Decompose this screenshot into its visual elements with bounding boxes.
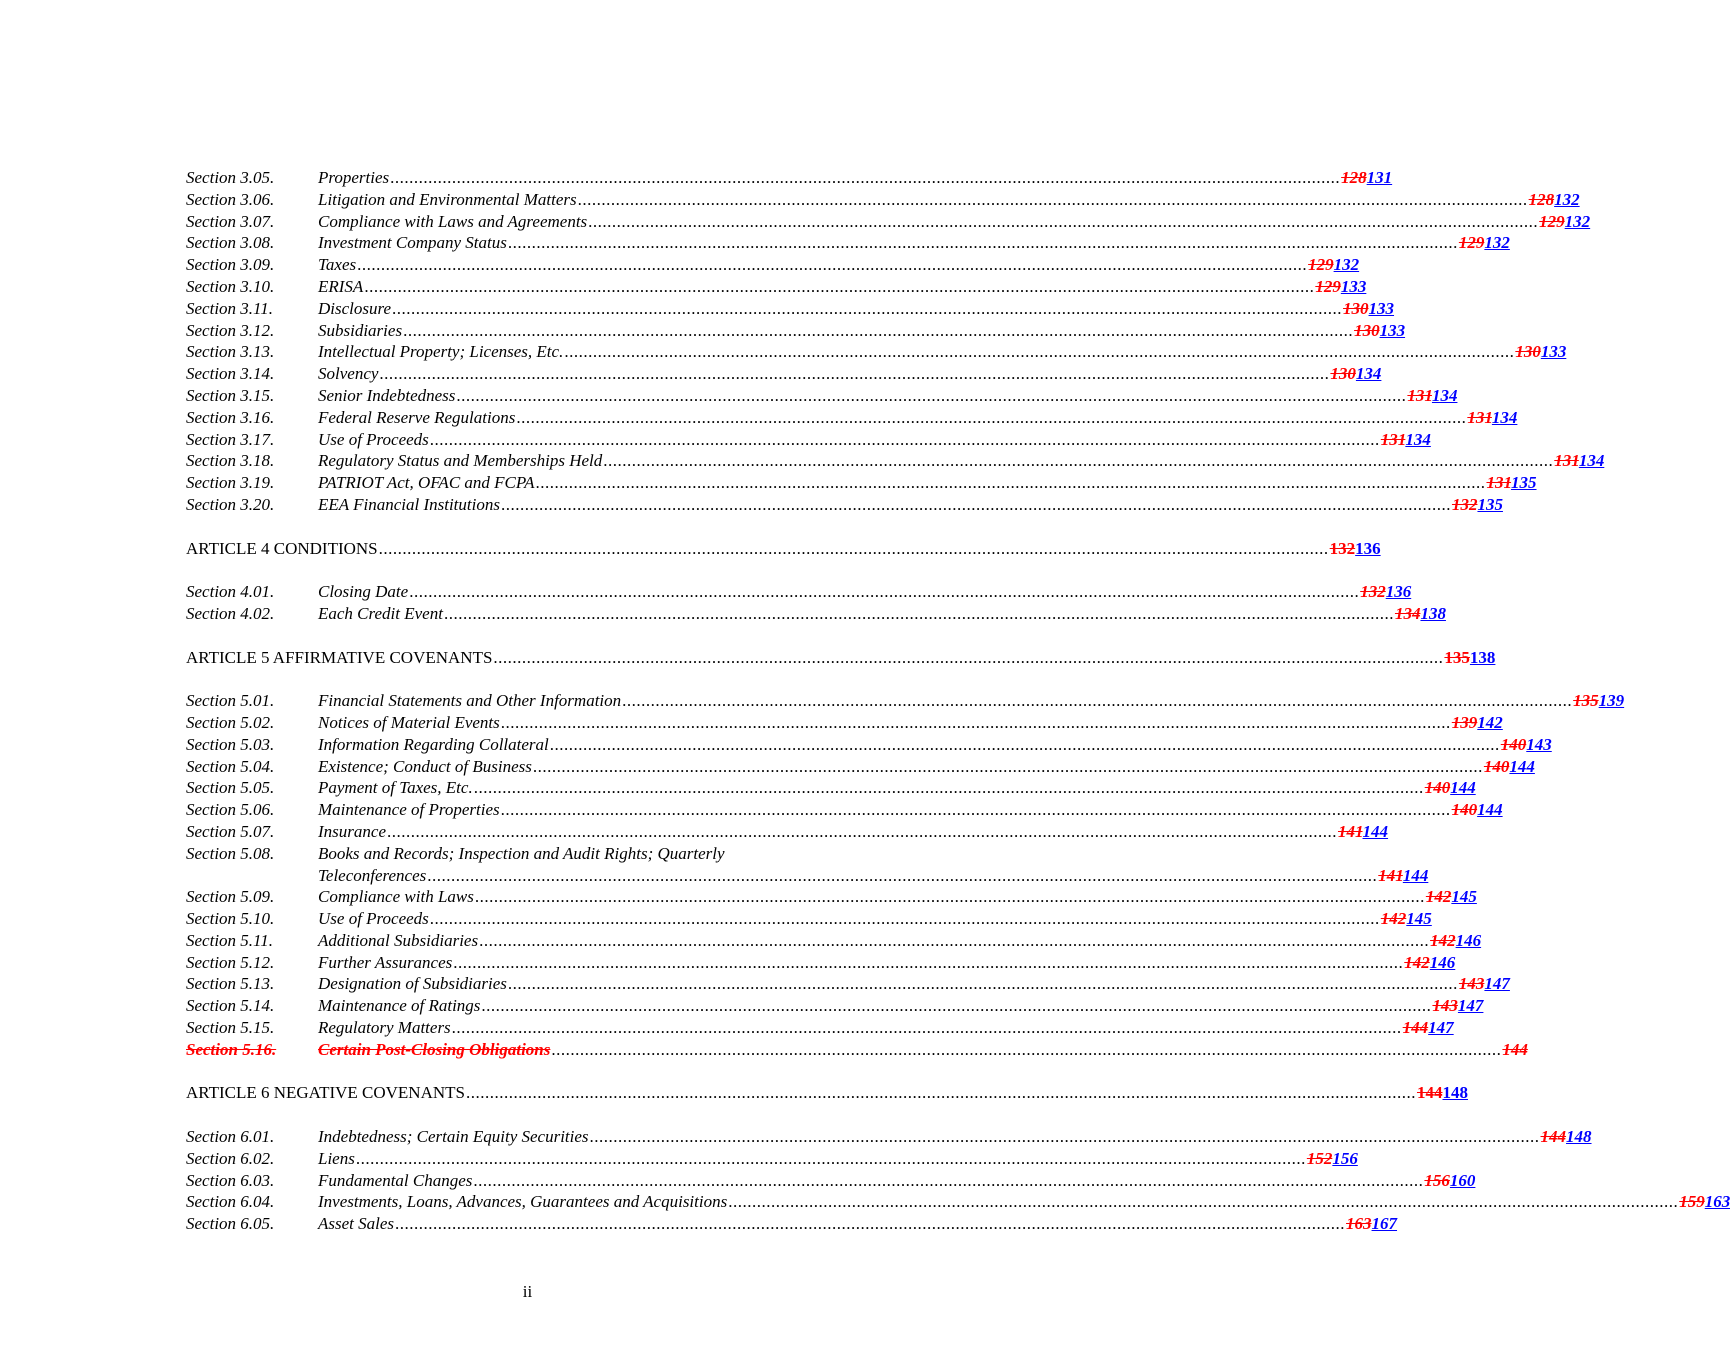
page-numbers [1515, 341, 1566, 363]
section-title: ERISA [318, 276, 364, 296]
new-page-link[interactable]: 133 [1368, 298, 1395, 318]
dot-leader [728, 1191, 1678, 1213]
section-title-continued [318, 865, 1428, 887]
toc-entry[interactable] [186, 189, 1580, 211]
section-title: Regulatory Matters [318, 1018, 451, 1038]
page-numbers [1452, 494, 1503, 516]
page-numbers [1426, 886, 1477, 908]
page-numbers [1541, 1126, 1592, 1148]
toc-entry[interactable] [186, 843, 1429, 887]
section-number: Section 3.17. [186, 429, 275, 449]
section-title: Regulatory Status and Memberships Held [318, 451, 603, 471]
dot-leader [430, 429, 1380, 451]
page-numbers [1444, 647, 1495, 669]
new-page-link[interactable]: 133 [1379, 320, 1406, 340]
section-number: Section 5.15. [186, 1018, 275, 1038]
old-page-number: 144 [1540, 1127, 1567, 1147]
section-number: Section 5.02. [186, 712, 275, 732]
new-page-link[interactable]: 135 [1511, 473, 1537, 493]
old-page-number: 131 [1486, 473, 1512, 493]
dot-leader [603, 450, 1553, 472]
old-page-number: 132 [1360, 582, 1386, 602]
section-number: Section 5.05. [186, 778, 275, 798]
old-page-number: 141 [1337, 821, 1363, 841]
toc-entry[interactable] [186, 1170, 1476, 1192]
old-page-number: 129 [1308, 255, 1334, 275]
old-page-number: 159 [1679, 1192, 1705, 1212]
new-page-link[interactable]: 134 [1491, 407, 1518, 427]
section-title: Litigation and Environmental Matters [318, 189, 577, 209]
page-numbers [1307, 1148, 1358, 1170]
new-page-link[interactable]: 134 [1405, 429, 1431, 449]
old-page-number: 142 [1430, 930, 1456, 950]
old-page-number: 144 [1402, 1018, 1429, 1038]
section-number: Section 6.05. [186, 1214, 275, 1234]
dot-leader [622, 690, 1572, 712]
old-page-number: 140 [1500, 734, 1527, 754]
section-number: Section 3.05. [186, 168, 275, 187]
section-title: Maintenance of Ratings [318, 996, 481, 1016]
new-page-link[interactable]: 138 [1420, 603, 1446, 623]
new-page-link[interactable]: 144 [1450, 778, 1476, 798]
toc-entry[interactable] [186, 734, 1552, 756]
old-page-number: 129 [1315, 276, 1341, 296]
section-title: Information Regarding Collateral [318, 734, 549, 754]
old-page-number: 132 [1329, 538, 1356, 558]
dot-leader [508, 973, 1458, 995]
page-numbers [1308, 254, 1359, 276]
page-numbers [1573, 690, 1624, 712]
section-title: Further Assurances [318, 952, 453, 972]
old-page-number: 143 [1458, 974, 1485, 994]
toc-entry[interactable] [186, 777, 1476, 799]
toc-entry[interactable] [186, 995, 1484, 1017]
section-number: Section 3.11. [186, 298, 274, 318]
toc-entry[interactable] [186, 494, 1503, 516]
dot-leader [392, 298, 1342, 320]
new-page-link[interactable]: 148 [1566, 1127, 1592, 1147]
new-page-link[interactable]: 144 [1402, 865, 1429, 885]
new-page-link[interactable]: 142 [1477, 712, 1503, 732]
new-page-link[interactable]: 167 [1371, 1214, 1398, 1234]
dot-leader [501, 712, 1451, 734]
section-title: Solvency [318, 364, 379, 384]
dot-leader [473, 1170, 1423, 1192]
section-number: Section 3.15. [186, 385, 275, 405]
old-page-number: 143 [1432, 996, 1458, 1016]
section-title: Existence; Conduct of Business [318, 756, 532, 776]
toc-entry[interactable] [186, 886, 1477, 908]
toc-entry[interactable] [186, 363, 1382, 385]
page-numbers [1404, 952, 1455, 974]
new-page-link[interactable]: 134 [1431, 385, 1458, 405]
dot-leader [356, 1148, 1306, 1170]
page-numbers [1554, 450, 1604, 472]
old-page-number: 129 [1539, 211, 1565, 231]
dot-leader [466, 1082, 1416, 1104]
old-page-number: 131 [1407, 385, 1432, 405]
page-numbers [1417, 1082, 1468, 1104]
page-numbers [1407, 385, 1457, 407]
dot-leader [479, 930, 1429, 952]
new-page-link[interactable]: 146 [1455, 930, 1482, 950]
page-numbers [1484, 756, 1535, 778]
section-number: Section 3.20. [186, 494, 275, 514]
old-page-number: 142 [1404, 952, 1430, 972]
toc-entry[interactable] [186, 908, 1432, 930]
toc-entry[interactable] [186, 341, 1567, 363]
dot-leader [551, 1039, 1501, 1061]
page-numbers [1315, 276, 1366, 298]
old-page-number: 144 [1502, 1039, 1528, 1059]
page-numbers [1330, 538, 1381, 560]
section-title: Subsidiaries [318, 320, 403, 340]
old-page-number: 134 [1394, 603, 1421, 623]
toc-entry[interactable] [186, 690, 1625, 712]
page-numbers [1432, 995, 1483, 1017]
page-numbers [1330, 363, 1381, 385]
toc-entry[interactable] [186, 298, 1395, 320]
dot-leader [444, 603, 1394, 625]
section-title: Insurance [318, 821, 386, 841]
section-number: Section 6.03. [186, 1170, 275, 1190]
toc-entry[interactable] [186, 407, 1518, 429]
section-title: Each Credit Event [318, 603, 443, 623]
toc-entry[interactable] [186, 429, 1431, 451]
old-page-number: 135 [1573, 691, 1599, 711]
dot-leader [364, 276, 1314, 298]
new-page-link[interactable]: 144 [1477, 800, 1503, 820]
section-number: Section 6.01. [186, 1127, 275, 1147]
section-number: Section 3.06. [186, 189, 275, 209]
page-numbers [1381, 908, 1432, 930]
new-page-link[interactable]: 147 [1428, 1018, 1454, 1038]
new-page-link[interactable]: 136 [1355, 538, 1381, 558]
toc-entry[interactable] [186, 952, 1456, 974]
section-number: Section 5.03. [186, 734, 275, 754]
new-page-link[interactable]: 144 [1509, 756, 1535, 776]
page-numbers [1529, 189, 1580, 211]
section-number: Section 3.08. [186, 233, 275, 253]
section-number: Section 5.01. [186, 691, 275, 711]
dot-leader [590, 1126, 1540, 1148]
page-numbers [1381, 429, 1431, 451]
page-numbers [1424, 1170, 1475, 1192]
dot-leader [588, 211, 1538, 233]
old-page-number: 128 [1528, 189, 1555, 209]
new-page-link[interactable]: 144 [1362, 821, 1389, 841]
page-numbers [1452, 712, 1503, 734]
toc-entry-deleted[interactable] [186, 1039, 1528, 1061]
section-title: Maintenance of Properties [318, 800, 500, 820]
page-numbers [1403, 1017, 1454, 1039]
new-page-link[interactable]: 133 [1340, 276, 1367, 296]
section-title: Indebtedness; Certain Equity Securities [318, 1127, 589, 1147]
section-number: Section 3.07. [186, 211, 275, 231]
toc-entry[interactable] [186, 211, 1591, 233]
page-numbers [1354, 320, 1405, 342]
section-title: Investment Company Status [318, 233, 507, 253]
page-numbers [1341, 167, 1392, 189]
dot-leader [456, 385, 1406, 407]
section-number: Section 5.12. [186, 952, 275, 972]
section-title: Certain Post-Closing Obligations [318, 1039, 551, 1059]
dot-leader [427, 865, 1377, 887]
old-page-number: 156 [1424, 1170, 1450, 1190]
section-title: Properties [318, 168, 390, 187]
old-page-number: 135 [1444, 647, 1470, 667]
section-number: Section 3.18. [186, 451, 275, 471]
old-page-number: 140 [1483, 756, 1510, 776]
section-number: Section 5.04. [186, 756, 275, 776]
new-page-link[interactable]: 135 [1477, 494, 1503, 514]
section-title: EEA Financial Institutions [318, 494, 500, 514]
section-number: Section 3.19. [186, 473, 275, 493]
dot-leader [508, 232, 1458, 254]
dot-leader [578, 189, 1528, 211]
old-page-number: 130 [1343, 298, 1369, 318]
old-page-number: 130 [1515, 342, 1541, 362]
new-page-link[interactable]: 133 [1540, 342, 1567, 362]
toc-entry[interactable] [186, 276, 1367, 298]
new-page-link[interactable]: 132 [1333, 255, 1360, 275]
new-page-link[interactable]: 131 [1366, 168, 1393, 187]
dot-leader [395, 1213, 1345, 1235]
page-numbers [1501, 734, 1552, 756]
dot-leader [390, 167, 1340, 189]
toc-entry[interactable] [186, 450, 1605, 472]
new-page-link[interactable]: 145 [1406, 909, 1432, 929]
dot-leader [493, 647, 1443, 669]
section-title: Compliance with Laws [318, 887, 474, 907]
old-page-number: 131 [1467, 407, 1492, 427]
toc-entry[interactable] [186, 385, 1458, 407]
toc-article-heading[interactable] [186, 538, 1381, 560]
article-title: ARTICLE 5 AFFIRMATIVE COVENANTS [186, 647, 493, 667]
section-number: Section 5.07. [186, 821, 275, 841]
old-page-number: 140 [1451, 800, 1478, 820]
toc-entry[interactable] [186, 581, 1412, 603]
toc-entry[interactable] [186, 799, 1503, 821]
section-title: Payment of Taxes, Etc. [318, 778, 473, 798]
toc-article-heading[interactable] [186, 1082, 1468, 1104]
toc-entry[interactable] [186, 254, 1360, 276]
page-numbers [1378, 865, 1428, 887]
old-page-number: 139 [1451, 712, 1478, 732]
dot-leader [403, 320, 1353, 342]
page-numbers [1467, 407, 1517, 429]
page-numbers [1343, 298, 1394, 320]
dot-leader [474, 777, 1424, 799]
toc-entry[interactable] [186, 603, 1446, 625]
old-page-number: 130 [1330, 364, 1356, 384]
section-title: Asset Sales [318, 1214, 395, 1234]
section-number: Section 5.14. [186, 996, 275, 1016]
section-title: Federal Reserve Regulations [318, 407, 516, 427]
toc-entry[interactable] [186, 167, 1393, 189]
dot-leader [387, 821, 1337, 843]
section-number: Section 6.04. [186, 1192, 275, 1212]
page-numbers [1679, 1191, 1730, 1213]
section-title-line2: Teleconferences [318, 865, 427, 885]
section-number: Section 3.09. [186, 255, 275, 275]
section-title: Notices of Material Events [318, 712, 500, 732]
section-number: Section 5.13. [186, 974, 275, 994]
new-page-link[interactable]: 138 [1469, 647, 1496, 667]
new-page-link[interactable]: 147 [1484, 974, 1510, 994]
article-title: ARTICLE 6 NEGATIVE COVENANTS [186, 1083, 465, 1103]
new-page-link[interactable]: 143 [1526, 734, 1552, 754]
page-numbers [1502, 1039, 1528, 1061]
dot-leader [409, 581, 1359, 603]
section-title: Compliance with Laws and Agreements [318, 211, 588, 231]
page-numbers [1346, 1213, 1397, 1235]
new-page-link[interactable]: 134 [1355, 364, 1382, 384]
section-number: Section 3.14. [186, 364, 275, 384]
page-numbers [1338, 821, 1388, 843]
section-number: Section 5.06. [186, 800, 275, 820]
old-page-number: 131 [1554, 451, 1579, 471]
page-numbers [1430, 930, 1481, 952]
article-title: ARTICLE 4 CONDITIONS [186, 538, 378, 558]
old-page-number: 142 [1380, 909, 1407, 929]
old-page-number: 152 [1306, 1148, 1333, 1168]
old-page-number: 140 [1424, 778, 1451, 798]
section-title: Liens [318, 1148, 355, 1168]
toc-entry[interactable] [186, 1148, 1358, 1170]
section-number: Section 5.10. [186, 909, 275, 929]
section-number: Section 3.13. [186, 342, 275, 362]
dot-leader [501, 799, 1451, 821]
dot-leader [550, 734, 1500, 756]
section-number: Section 5.16. [186, 1039, 277, 1059]
old-page-number: 144 [1416, 1083, 1443, 1103]
toc-entry[interactable] [186, 232, 1510, 254]
section-title: PATRIOT Act, OFAC and FCPA [318, 473, 535, 493]
section-title: Designation of Subsidiaries [318, 974, 507, 994]
section-number: Section 5.08. [186, 843, 275, 863]
new-page-link[interactable]: 136 [1385, 582, 1412, 602]
page-number: ii [522, 1282, 533, 1301]
toc-entry[interactable] [186, 930, 1482, 952]
section-title: Closing Date [318, 582, 409, 602]
toc-entry[interactable] [186, 472, 1537, 494]
old-page-number: 141 [1378, 865, 1403, 885]
new-page-link[interactable]: 145 [1451, 887, 1477, 907]
new-page-link[interactable]: 160 [1449, 1170, 1476, 1190]
old-page-number: 129 [1458, 233, 1485, 253]
toc-entry[interactable] [186, 1017, 1454, 1039]
new-page-link[interactable]: 147 [1457, 996, 1484, 1016]
toc-entry[interactable] [186, 320, 1406, 342]
new-page-link[interactable]: 146 [1429, 952, 1456, 972]
old-page-number: 163 [1346, 1214, 1372, 1234]
dot-leader [533, 756, 1483, 778]
page-numbers [1459, 232, 1510, 254]
dot-leader [475, 886, 1425, 908]
page-numbers [1539, 211, 1590, 233]
section-title: Use of Proceeds [318, 909, 429, 929]
new-page-link[interactable]: 132 [1554, 189, 1580, 209]
old-page-number: 130 [1354, 320, 1380, 340]
toc-entry[interactable] [186, 1191, 1730, 1213]
toc-entry[interactable] [186, 1126, 1592, 1148]
new-page-link[interactable]: 139 [1598, 691, 1625, 711]
toc-article-heading[interactable] [186, 647, 1496, 669]
new-page-link[interactable]: 148 [1442, 1083, 1468, 1103]
dot-leader [452, 1017, 1402, 1039]
old-page-number: 131 [1380, 429, 1406, 449]
dot-leader [357, 254, 1307, 276]
dot-leader [564, 341, 1514, 363]
new-page-link[interactable]: 156 [1332, 1148, 1358, 1168]
section-title: Taxes [318, 255, 357, 275]
section-title: Intellectual Property; Licenses, Etc. [318, 342, 564, 362]
page-numbers [1360, 581, 1411, 603]
section-title: Use of Proceeds [318, 429, 429, 449]
section-title: Senior Indebtedness [318, 385, 456, 405]
section-title: Disclosure [318, 298, 392, 318]
toc-entry[interactable] [186, 756, 1535, 778]
dot-leader [501, 494, 1451, 516]
dot-leader [430, 908, 1380, 930]
table-of-contents [186, 167, 1730, 1235]
page-numbers [1486, 472, 1536, 494]
toc-entry[interactable] [186, 712, 1503, 734]
old-page-number: 132 [1451, 494, 1478, 514]
toc-entry[interactable] [186, 973, 1510, 995]
section-title: Financial Statements and Other Information [318, 691, 622, 711]
new-page-link[interactable]: 132 [1564, 211, 1591, 231]
new-page-link[interactable]: 134 [1578, 451, 1605, 471]
page-numbers [1459, 973, 1510, 995]
section-number: Section 5.09. [186, 887, 275, 907]
new-page-link[interactable]: 132 [1484, 233, 1510, 253]
section-number: Section 3.10. [186, 276, 275, 296]
section-title: Additional Subsidiaries [318, 930, 479, 950]
dot-leader [379, 363, 1329, 385]
page-numbers [1395, 603, 1446, 625]
section-title: Investments, Loans, Advances, Guarantees and Acquisitions [318, 1192, 728, 1212]
dot-leader [516, 407, 1466, 429]
old-page-number: 142 [1425, 887, 1452, 907]
section-title: Fundamental Changes [318, 1170, 473, 1190]
section-number: Section 3.12. [186, 320, 275, 340]
section-title: Books and Records; Inspection and Audit Rights; Quarterly [318, 843, 725, 863]
dot-leader [453, 952, 1403, 974]
section-number: Section 4.02. [186, 603, 275, 623]
dot-leader [535, 472, 1485, 494]
section-number: Section 5.11. [186, 930, 274, 950]
section-number: Section 3.16. [186, 407, 275, 427]
old-page-number: 128 [1341, 168, 1367, 187]
page-numbers [1452, 799, 1503, 821]
page-numbers [1425, 777, 1476, 799]
toc-entry[interactable] [186, 1213, 1398, 1235]
section-number: Section 4.01. [186, 582, 275, 602]
new-page-link[interactable]: 163 [1704, 1192, 1730, 1212]
toc-entry[interactable] [186, 821, 1389, 843]
entry-body [318, 843, 1428, 887]
dot-leader [379, 538, 1329, 560]
section-number: Section 6.02. [186, 1148, 275, 1168]
dot-leader [481, 995, 1431, 1017]
